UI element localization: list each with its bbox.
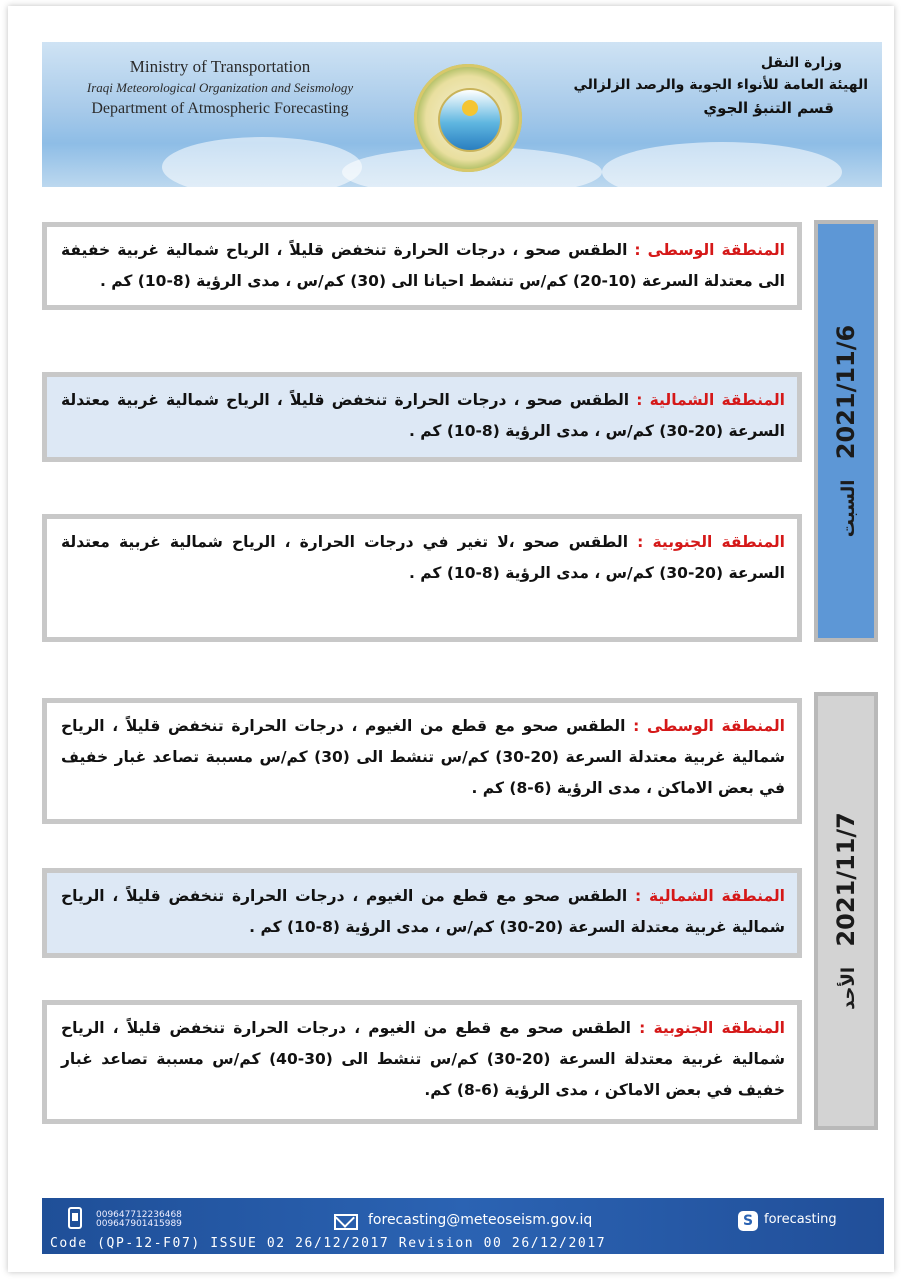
- day1-date-bar: [814, 220, 878, 642]
- header-arabic: [538, 52, 868, 120]
- day1-central-forecast: [42, 222, 802, 310]
- skype-icon: S: [738, 1211, 758, 1231]
- footer-bar: [42, 1198, 884, 1254]
- header-english: [60, 56, 380, 120]
- forecast-text: الطقس صحو ، درجات الحرارة تنخفض قليلاً ، الرياح شمالية غربية معتدلة السرعة (20-30) كم/س ، مدى الرؤية (8-10) كم .: [61, 391, 785, 440]
- ministry-name-en: Ministry of Transportation: [129, 57, 311, 76]
- phone-number-1: 009647712236468: [96, 1210, 182, 1220]
- department-name-ar: قسم التنبؤ الجوي: [703, 99, 834, 117]
- region-label: المنطقة الشمالية :: [634, 887, 785, 905]
- email-icon: [334, 1214, 358, 1230]
- organization-name-en: Iraqi Meteorological Organization and Seismology: [86, 80, 354, 95]
- day1-north-forecast: [42, 372, 802, 462]
- phone-number-2: 009647901415989: [96, 1219, 182, 1229]
- phone-icon: [68, 1207, 82, 1229]
- region-label: المنطقة الجنوبية :: [639, 1019, 785, 1037]
- day2-north-forecast: [42, 868, 802, 958]
- day2-date-bar: [814, 692, 878, 1130]
- forecast-text: الطقس صحو ،لا تغير في درجات الحرارة ، الرياح شمالية غربية معتدلة السرعة (20-30) كم/س ، مدى الرؤية (8-10) كم .: [61, 533, 785, 582]
- day1-label: [832, 319, 860, 543]
- skype-handle[interactable]: forecasting: [764, 1212, 837, 1227]
- day2-weekday: الأحد: [838, 966, 859, 1010]
- ministry-name-ar: وزارة النقل: [760, 55, 842, 71]
- forecast-text: الطقس صحو مع قطع من الغيوم ، درجات الحرارة تنخفض قليلاً ، الرياح شمالية غربية معتدلة السرعة (20-30) كم/س تنشط الى (30) كم/س مسببة تصاعد غبار خفيف في بعض الاماكن ، مدى الرؤية (6-8) كم .: [61, 717, 785, 797]
- document-code-line: Code (QP-12-F07) ISSUE 02 26/12/2017 Revision 00 26/12/2017: [50, 1236, 607, 1251]
- day1-date: 2021/11/6: [832, 324, 860, 460]
- email-address[interactable]: forecasting@meteoseism.gov.iq: [368, 1212, 593, 1228]
- forecast-text: الطقس صحو ، درجات الحرارة تنخفض قليلاً ، الرياح شمالية غربية خفيفة الى معتدلة السرعة (10-20) كم/س تنشط احيانا الى (30) كم/س ، مدى الرؤية (8-10) كم .: [61, 241, 785, 290]
- region-label: المنطقة الشمالية :: [636, 391, 785, 409]
- day2-central-forecast: [42, 698, 802, 824]
- day1-south-forecast: [42, 514, 802, 642]
- day2-south-forecast: [42, 1000, 802, 1124]
- department-name-en: Department of Atmospheric Forecasting: [91, 100, 349, 117]
- day2-label: [832, 806, 860, 1016]
- organization-logo: [414, 64, 522, 172]
- day2-date: 2021/11/7: [832, 812, 860, 947]
- day1-weekday: السبت: [838, 479, 859, 538]
- organization-name-ar: الهيئة العامة للأنواء الجوية والرصد الزلزالي: [573, 77, 868, 93]
- header-banner: [42, 42, 882, 187]
- region-label: المنطقة الوسطى :: [633, 717, 785, 735]
- region-label: المنطقة الجنوبية :: [637, 533, 785, 551]
- phone-numbers: [96, 1211, 182, 1229]
- region-label: المنطقة الوسطى :: [634, 241, 785, 259]
- forecast-text: الطقس صحو مع قطع من الغيوم ، درجات الحرارة تنخفض قليلاً ، الرياح شمالية غربية معتدلة السرعة (20-30) كم/س ، مدى الرؤية (8-10) كم .: [61, 887, 785, 936]
- forecast-text: الطقس صحو مع قطع من الغيوم ، درجات الحرارة تنخفض قليلاً ، الرياح شمالية غربية معتدلة السرعة (20-30) كم/س تنشط الى (30-40) كم/س مسببة تصاعد غبار خفيف في بعض الاماكن ، مدى الرؤية (6-8) كم.: [61, 1019, 785, 1099]
